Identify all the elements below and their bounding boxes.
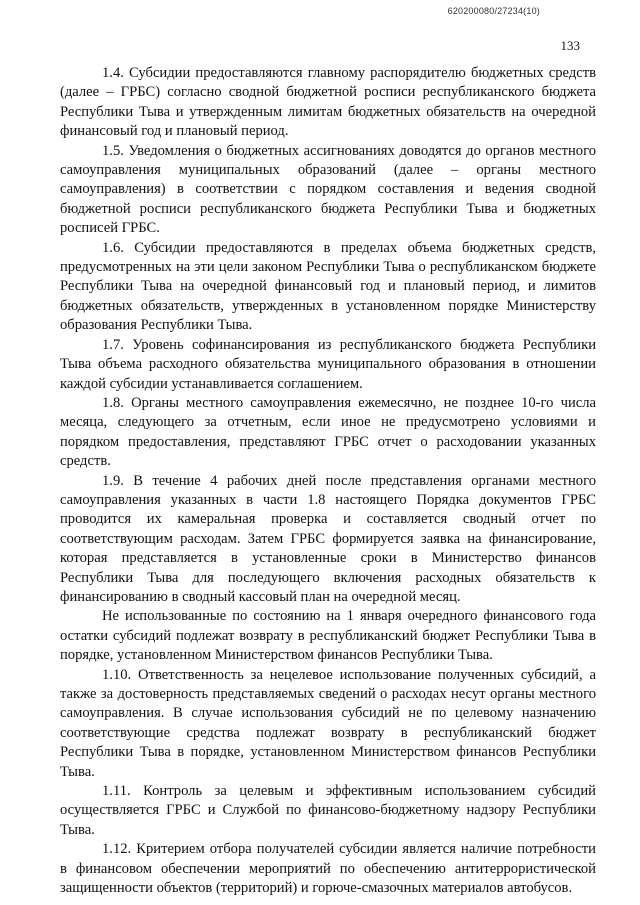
paragraph-unused-funds: Не использованные по состоянию на 1 января очередного финансового года остатки субсидий подлежат возврату в республиканский бюджет Республики Тыва в порядке, установленном Министерством финансов Республики Тыва. [60,608,596,664]
paragraph-1-10: 1.10. Ответственность за нецелевое использование полученных субсидий, а также за достоверность представляемых сведений о расходах несут органы местного самоуправления. В случае использования субсидий не по целевому назначению соответствующие средства подлежат возврату в республиканский бюджет Республики Тыва в порядке, установленном Министерством финансов Республики Тыва. [60,666,596,780]
paragraph-1-8: 1.8. Органы местного самоуправления ежемесячно, не позднее 10-го числа месяца, следующего за отчетным, если иное не предусмотрено условиями и порядком предоставления, представляют ГРБС отчет о расходовании указанных средств. [60,394,596,470]
paragraph-1-6: 1.6. Субсидии предоставляются в пределах объема бюджетных средств, предусмотренных на эти цели законом Республики Тыва о республиканском бюджете Республики Тыва на очередной финансовый год и плановый период, и лимитов бюджетных обязательств, утвержденных в установленном порядке Министерству образования Республики Тыва. [60,239,596,334]
paragraph-1-4: 1.4. Субсидии предоставляются главному распорядителю бюджетных средств (далее – ГРБС) согласно сводной бюджетной росписи республиканского бюджета Республики Тыва и утвержденным лимитам бюджетных обязательств на очередной финансовый год и плановый период. [60,65,596,140]
document-code: 620200080/27234(10) [447,6,540,16]
document-body [60,64,596,898]
paragraph-1-12: 1.12. Критерием отбора получателей субсидии является наличие потребности в финансовом обеспечении мероприятий по обеспечению антитеррористической защищенности объектов (территорий) и горюче-смазочных материалов автобусов. [60,841,596,897]
page-number: 133 [560,38,580,53]
paragraph-1-11: 1.11. Контроль за целевым и эффективным использованием субсидий осуществляется ГРБС и Службой по финансово-бюджетному надзору Республики Тыва. [60,783,596,838]
paragraph-1-7: 1.7. Уровень софинансирования из республиканского бюджета Республики Тыва объема расходного обязательства муниципального образования в отношении каждой субсидии устанавливается соглашением. [60,336,596,392]
paragraph-1-5: 1.5. Уведомления о бюджетных ассигнованиях доводятся до органов местного самоуправления муниципальных образований (далее – органы местного самоуправления) в соответствии с порядком составления и ведения сводной бюджетной росписи республиканского бюджета Республики Тыва и бюджетных росписей ГРБС. [60,142,596,237]
paragraph-1-9: 1.9. В течение 4 рабочих дней после представления органами местного самоуправления указанных в части 1.8 настоящего Порядка документов ГРБС проводится их камеральная проверка и составляется сводный отчет по соответствующим расходам. Затем ГРБС формируется заявка на финансирование, которая представляется в установленные сроки в Министерство финансов Республики Тыва для последующего включения расходных обязательств к финансированию в сводный кассовый план на очередной месяц. [60,472,596,605]
